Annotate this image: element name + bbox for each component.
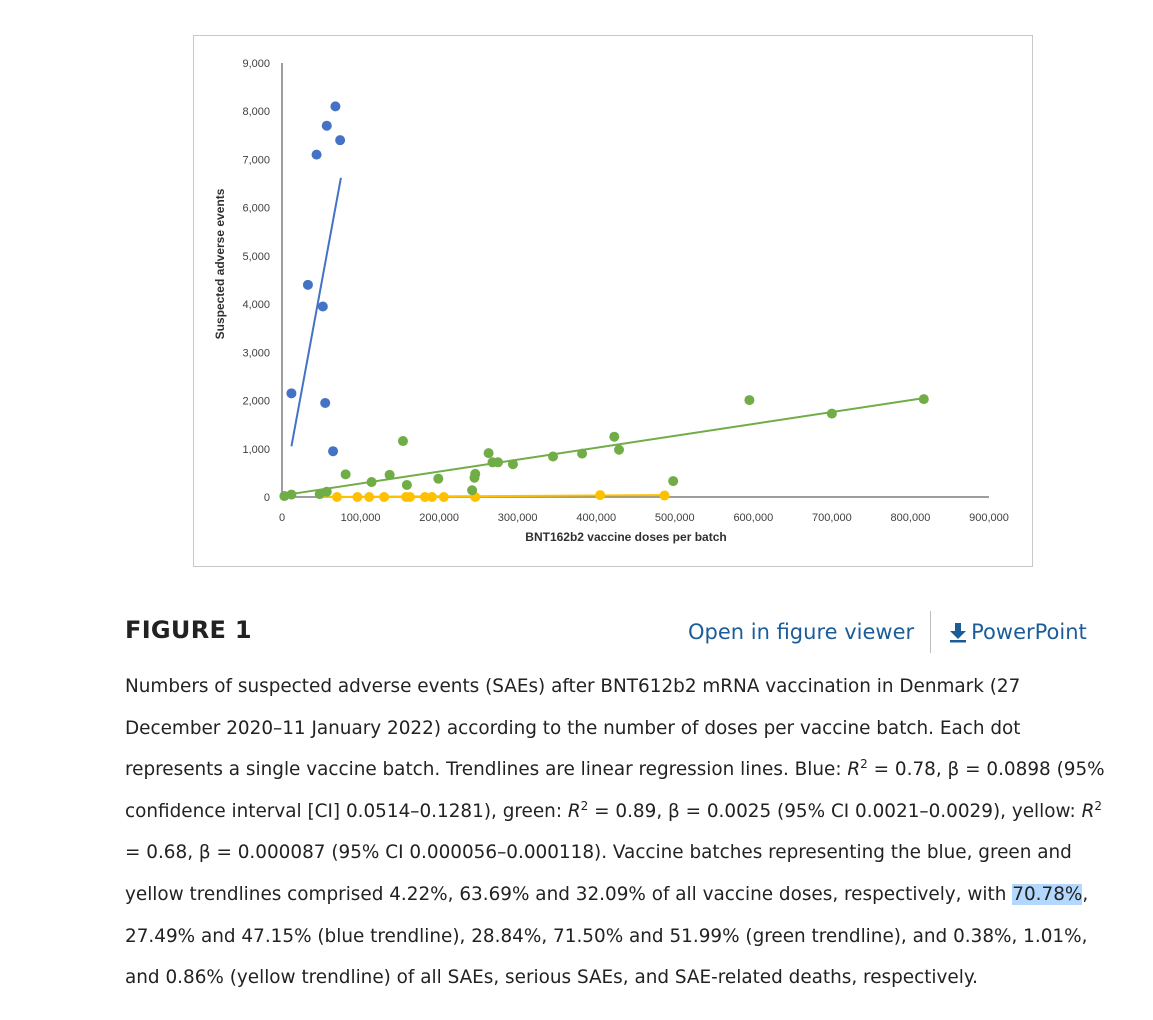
x-tick-label: 0: [278, 512, 286, 524]
x-axis-ticks: [279, 512, 1009, 524]
selected-text-highlight[interactable]: 70.78%: [1012, 883, 1083, 905]
superscript-2: 2: [860, 757, 868, 772]
figure-caption: [125, 666, 1115, 999]
figure-heading: FIGURE 1: [125, 616, 252, 644]
y-tick-label: 1,000: [242, 443, 270, 456]
x-tick-label: 300,000: [497, 512, 538, 524]
data-point-green: [433, 474, 443, 484]
r-squared-symbol: R: [847, 759, 861, 781]
superscript-2: 2: [1094, 798, 1102, 813]
y-tick-label: 8,000: [242, 106, 270, 119]
data-point-blue: [318, 302, 328, 312]
trendline-blue: [291, 178, 340, 447]
data-point-blue: [335, 135, 345, 145]
x-tick-label: 100,000: [340, 512, 381, 524]
x-tick-label: 900,000: [969, 512, 1009, 524]
scatter-chart: [194, 36, 1032, 566]
x-axis-title: BNT162b2 vaccine doses per batch: [525, 530, 727, 544]
data-point-green: [470, 469, 480, 479]
data-point-blue: [320, 398, 330, 408]
data-point-green: [484, 448, 494, 458]
caption-text-4: = 0.68, β = 0.000087 (95% CI 0.000056–0.000118). Vaccine batches representing the blue, green and yellow trendlines comprised 4.22%, 63.69% and 32.09% of all vaccine doses, respectively, with: [125, 842, 1072, 905]
data-point-green: [341, 469, 351, 479]
data-point-blue: [330, 101, 340, 111]
x-tick-label: 200,000: [419, 512, 459, 524]
y-axis-ticks: [242, 58, 270, 504]
data-point-green: [609, 432, 619, 442]
data-point-blue: [312, 150, 322, 160]
data-point-green: [398, 436, 408, 446]
x-tick-label: 500,000: [654, 512, 695, 524]
series-blue: [286, 101, 345, 456]
caption-text-1: Numbers of suspected adverse events (SAEs) after BNT612b2 mRNA vaccination in Denmark (27 December 2020–11 January 2022) according to the number of doses per vaccine batch. Each dot represents a single vaccine batch. Trendlines are linear regression lines. Blue:: [125, 676, 1021, 781]
x-tick-label: 700,000: [812, 512, 852, 524]
series-layer: [279, 101, 928, 502]
y-tick-label: 9,000: [242, 58, 270, 70]
y-tick-label: 4,000: [242, 299, 270, 312]
y-tick-label: 2,000: [242, 395, 270, 408]
data-point-blue: [303, 280, 313, 290]
action-divider: [930, 611, 931, 653]
data-point-green: [402, 480, 412, 490]
data-point-blue: [322, 121, 332, 131]
y-tick-label: 7,000: [242, 154, 270, 167]
figure-image: [193, 35, 1033, 567]
caption-text-5: , 27.49% and 47.15% (blue trendline), 28.84%, 71.50% and 51.99% (green trendline), and 0.38%, 1.01%, and 0.86% (yellow trendline) of all SAEs, serious SAEs, and SAE-related deaths, respectively.: [125, 883, 1089, 989]
data-point-green: [744, 395, 754, 405]
series-green: [279, 394, 928, 501]
caption-text-3: = 0.89, β = 0.0025 (95% CI 0.0021–0.0029), yellow:: [588, 800, 1082, 822]
data-point-blue: [328, 446, 338, 456]
x-tick-label: 400,000: [576, 512, 617, 524]
open-figure-viewer-link[interactable]: Open in figure viewer: [688, 620, 915, 644]
y-tick-label: 0: [263, 492, 270, 504]
powerpoint-download-link[interactable]: [947, 620, 1087, 644]
figure-actions: [688, 611, 1087, 653]
y-axis-title: Suspected adverse events: [213, 188, 227, 340]
x-tick-label: 800,000: [890, 512, 931, 524]
x-tick-label: 600,000: [733, 512, 774, 524]
series-yellow: [321, 490, 669, 502]
data-point-green: [668, 476, 678, 486]
data-point-blue: [286, 388, 296, 398]
y-tick-label: 6,000: [242, 202, 270, 215]
trendline-green: [284, 398, 923, 495]
powerpoint-label: PowerPoint: [971, 620, 1087, 644]
data-point-green: [614, 445, 624, 455]
r-squared-symbol: R: [1081, 800, 1095, 822]
superscript-2: 2: [580, 798, 589, 813]
y-tick-label: 5,000: [242, 250, 270, 263]
data-point-green: [467, 485, 477, 495]
caption-text-2: = 0.78, β = 0.0898 (95% confidence interval [CI] 0.0514–0.1281), green:: [125, 759, 1105, 822]
download-icon: [947, 621, 969, 643]
y-tick-label: 3,000: [242, 347, 270, 360]
r-squared-symbol: R: [567, 800, 581, 822]
